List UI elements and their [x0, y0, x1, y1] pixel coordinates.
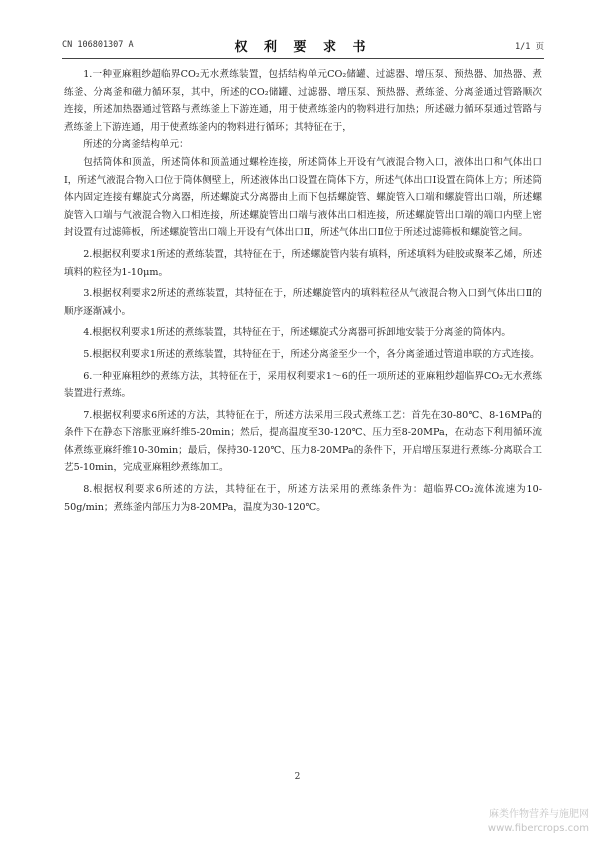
claim-8: 8.根据权利要求6所述的方法，其特征在于，所述方法采用的煮练条件为：超临界CO₂流体流速为10-50g/min；煮练釜内部压力为8-20MPa，温度为30-120℃。	[64, 484, 542, 513]
document-header	[62, 36, 544, 54]
claim-4: 4.根据权利要求1所述的煮练装置，其特征在于，所述螺旋式分离器可拆卸地安装于分离釜的筒体内。	[83, 327, 511, 339]
claim-7: 7.根据权利要求6所述的方法，其特征在于，所述方法采用三段式煮练工艺：首先在30-80℃、8-16MPa的条件下在静态下溶胀亚麻纤维5-20min；然后，提高温度至30-120℃、压力至8-20MPa，在动态下利用循环流体煮练亚麻纤维10-30min；最后，保持30-120℃、压力8-20MPa的条件下，开启增压泵进行煮练-分离联合工艺5-10min，完成亚麻粗纱煮练加工。	[64, 409, 542, 474]
watermark-site-name: 麻类作物营养与施肥网	[489, 809, 589, 820]
claim-2: 2.根据权利要求1所述的煮练装置，其特征在于，所述螺旋管内装有填料，所述填料为硅胶或聚苯乙烯，所述填料的粒径为1-10μm。	[64, 248, 542, 278]
claim-1-separator-description: 包括筒体和顶盖，所述筒体和顶盖通过螺栓连接，所述筒体上开设有气液混合物入口，液体出口和气体出口Ⅰ，所述气液混合物入口位于筒体侧壁上，所述液体出口设置在筒体下方，所述气体出口Ⅰ设置在筒体上方；所述筒体内固定连接有螺旋式分离器，所述螺旋式分离器由上而下包括螺旋管、螺旋管入口端和螺旋管出口端，所述螺旋管入口端与气液混合物入口相连接，所述螺旋管出口端与液体出口相连接，所述螺旋管出口端的端口内壁上密封设置有过滤筛板，所述螺旋管出口端上开设有气体出口Ⅱ，所述气体出口Ⅱ位于所述过滤筛板和螺旋管之间。	[64, 156, 542, 239]
claim-3: 3.根据权利要求2所述的煮练装置，其特征在于，所述螺旋管内的填料粒径从气液混合物入口到气体出口Ⅱ的顺序逐渐减小。	[64, 288, 542, 317]
publication-number: CN 106801307 A	[62, 40, 134, 50]
watermark-url: www.fibercrops.com	[487, 823, 589, 834]
header-rule	[62, 58, 544, 59]
page-count: 1/1 页	[515, 42, 544, 52]
site-watermark	[488, 808, 589, 836]
claims-body	[64, 66, 542, 516]
page-number: 2	[294, 772, 301, 782]
page-title: 权 利 要 求 书	[234, 40, 372, 55]
claim-1: 1.一种亚麻粗纱超临界CO₂无水煮练装置，包括结构单元CO₂储罐、过滤器、增压泵、预热器、加热器、煮练釜、分离釜和磁力循环泵，其中，所述的CO₂储罐、过滤器、增压泵、预热器、煮练釜、分离釜通过管路顺次连接，所述加热器通过管路与煮练釜上下游连通，用于使煮练釜内的物料进行加热；所述磁力循环泵通过管路与煮练釜上下游连通，用于使煮练釜内的物料进行循环；其特征在于，	[64, 69, 542, 133]
claim-6: 6.一种亚麻粗纱的煮练方法，其特征在于，采用权利要求1～6的任一项所述的亚麻粗纱超临界CO₂无水煮练装置进行煮练。	[64, 370, 542, 400]
claim-1-subheading: 所述的分离釜结构单元：	[83, 139, 189, 151]
claim-5: 5.根据权利要求1所述的煮练装置，其特征在于，所述分离釜至少一个，各分离釜通过管道串联的方式连接。	[83, 348, 540, 360]
